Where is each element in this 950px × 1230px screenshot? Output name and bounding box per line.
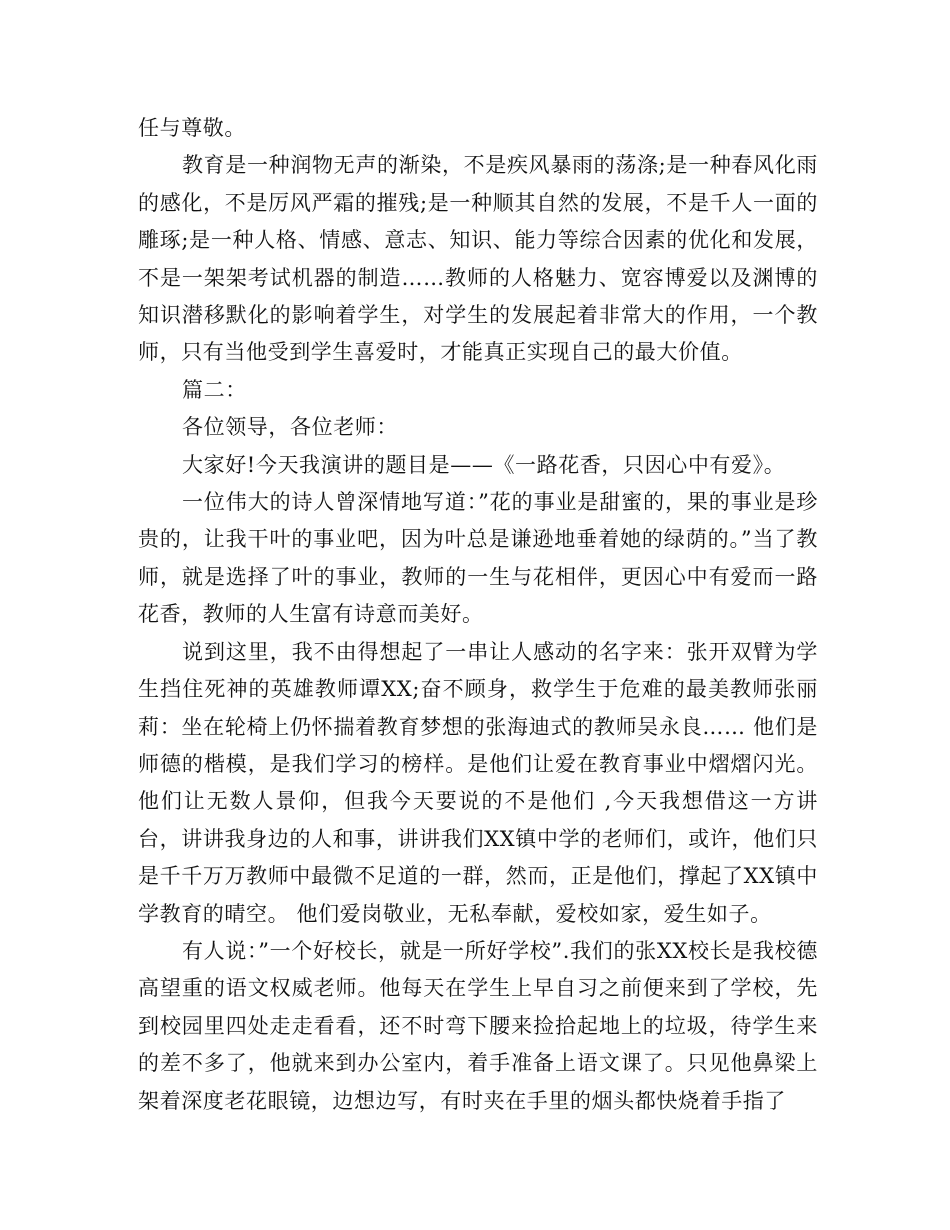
salutation: 各位领导，各位老师： [182,415,398,440]
document-body [138,110,818,1120]
paragraph-continuation: 任与尊敬。 [138,116,246,140]
paragraph-principal: 有人说：”一个好校长，就是一所好学校”.我们的张XX校长是我校德高望重的语文权威老师。他每天在学生上早自习之前便来到了学校，先到校园里四处走走看看，还不时弯下腰来捡拾起地上的垃圾，待学生来的差不多了，他就来到办公室内，着手准备上语文课了。只见他鼻梁上架着深度老花眼镜，边想边写，有时夹在手里的烟头都快烧着手指了 [138,938,818,1113]
section-heading-part-two: 篇二： [182,377,247,402]
paragraph-education-essence: 教育是一种润物无声的渐染，不是疾风暴雨的荡涤;是一种春风化雨的感化，不是厉风严霜的摧残;是一种顺其自然的发展，不是千人一面的雕琢;是一种人格、情感、意志、知识、能力等综合因素的优化和发展，不是一架架考试机器的制造……教师的人格魅力、宽容博爱以及渊博的知识潜移默化的影响着学生，对学生的发展起着非常大的作用，一个教师，只有当他受到学生喜爱时，才能真正实现自己的最大价值。 [138,153,818,365]
paragraph-model-teachers: 说到这里，我不由得想起了一串让人感动的名字来：张开双臂为学生挡住死神的英雄教师谭XX;奋不顾身，救学生于危难的最美教师张丽莉：坐在轮椅上仍怀揣着教育梦想的张海迪式的教师吴永良…… 他们是师德的楷模，是我们学习的榜样。是他们让爱在教育事业中熠熠闪光。他们让无数人景仰，但我今天要说的不是他们 ,今天我想借这一方讲台，讲讲我身边的人和事，讲讲我们XX镇中学的老师们，或许，他们只是千千万万教师中最微不足道的一群，然而，正是他们，撑起了XX镇中学教育的晴空。 他们爱岗敬业，无私奉献，爱校如家，爱生如子。 [138,639,818,926]
speech-title-intro: 大家好!今天我演讲的题目是——《一路花香，只因心中有爱》。 [182,452,786,477]
paragraph-poet-quote: 一位伟大的诗人曾深情地写道：”花的事业是甜蜜的，果的事业是珍贵的，让我干叶的事业吧，因为叶总是谦逊地垂着她的绿荫的。”当了教师，就是选择了叶的事业，教师的一生与花相伴，更因心中有爱而一路花香，教师的人生富有诗意而美好。 [138,490,818,627]
